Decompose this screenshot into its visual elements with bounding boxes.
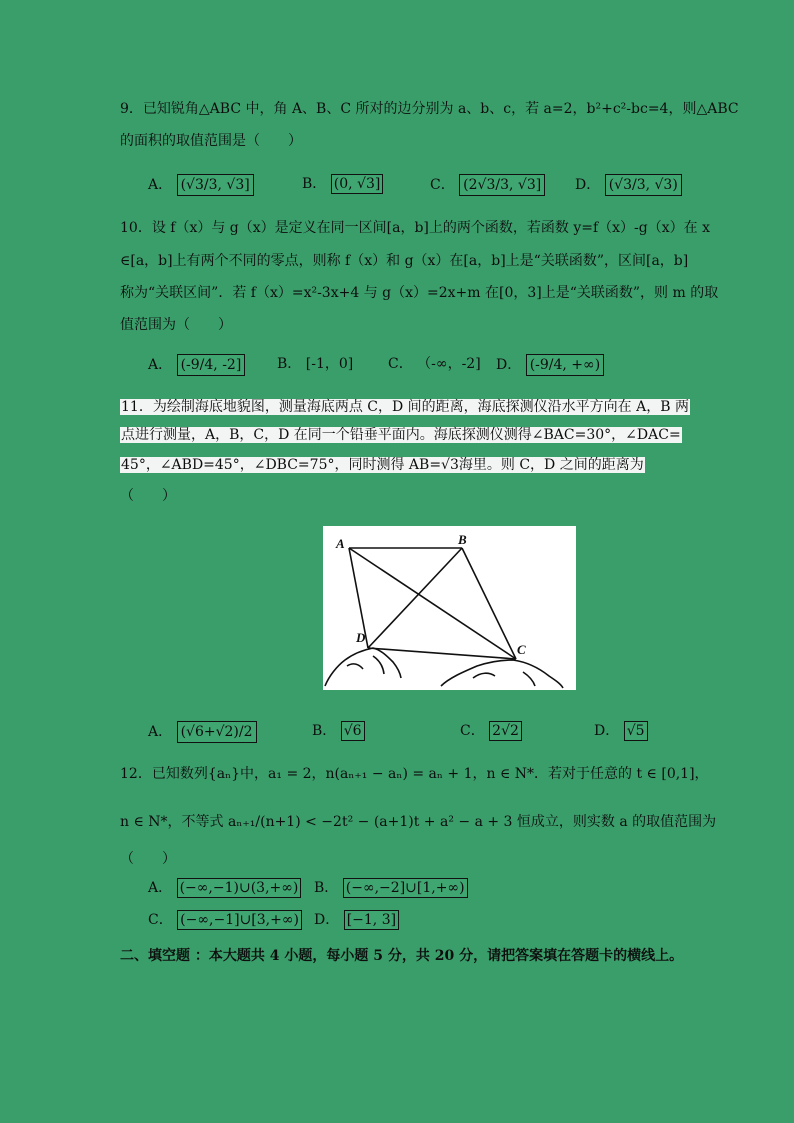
- q10-option-c-text: （-∞，-2]: [417, 356, 481, 372]
- q11-stem-line2: 点进行测量，A，B，C，D 在同一个铅垂平面内。海底探测仪测得∠BAC=30°，∠DAC=: [121, 427, 681, 443]
- q12-stem-line1: 12．已知数列{aₙ}中，a₁ = 2，n(aₙ₊₁ − aₙ) = aₙ + 1，n ∈ N*．若对于任意的 t ∈ [0,1]，: [120, 766, 709, 782]
- q9-stem-line1: 9．已知锐角△ABC 中，角 A、B、C 所对的边分别为 a、b、c，若 a=2，b²+c²-bc=4，则△ABC: [120, 101, 739, 117]
- q12-option-a: A． (−∞,−1)∪(3,+∞): [148, 878, 301, 898]
- point-label-b: B: [458, 532, 467, 547]
- q10-option-b-text: [-1，0]: [305, 356, 354, 372]
- q10-option-b: B． [-1，0]: [277, 356, 354, 372]
- q12-option-d: D． [−1, 3]: [314, 910, 399, 930]
- point-label-a: A: [336, 536, 345, 551]
- rock-left: [325, 648, 401, 686]
- rock-right: [441, 660, 563, 688]
- q10-option-a-formula: (-9/4, -2]: [177, 354, 246, 376]
- q11-figure: [323, 526, 576, 690]
- q9-option-b: B． (0, √3]: [302, 174, 383, 194]
- q10-stem-line1: 10．设 f（x）与 g（x）是定义在同一区间[a，b]上的两个函数，若函数 y=f（x）-g（x）在 x: [120, 220, 710, 236]
- q9-option-b-formula: (0, √3]: [331, 174, 384, 194]
- q12-option-a-formula: (−∞,−1)∪(3,+∞): [177, 878, 302, 898]
- q11-option-d-formula: √5: [624, 721, 648, 741]
- q11-stem-line4: （ ）: [120, 488, 176, 504]
- q10-stem-line4: 值范围为（ ）: [120, 317, 232, 333]
- q11-option-b: B． √6: [312, 721, 365, 741]
- section2-heading: 二、填空题 ：本大题共 4 小题，每小题 5 分，共 20 分，请把答案填在答题卡的横线上。: [120, 948, 684, 964]
- q10-stem-line2: ∈[a，b]上有两个不同的零点，则称 f（x）和 g（x）在[a，b]上是“关联函数”，区间[a，b]: [120, 253, 689, 269]
- q12-option-c-formula: (−∞,−1]∪[3,+∞): [177, 910, 302, 930]
- segment-dc: [368, 648, 516, 659]
- segment-bd: [368, 548, 462, 648]
- q9-option-d: D． (√3/3, √3): [575, 174, 682, 196]
- q11-option-c: C． 2√2: [460, 721, 522, 741]
- q9-option-a-formula: (√3/3, √3]: [177, 174, 254, 196]
- q12-option-b: B． (−∞,−2]∪[1,+∞): [314, 878, 468, 898]
- q11-stem-line3: 45°，∠ABD=45°，∠DBC=75°，同时测得 AB=√3海里。则 C，D 之间的距离为: [121, 457, 644, 473]
- q10-option-c: C． （-∞，-2]: [388, 356, 481, 372]
- q12-stem-line3: （ ）: [120, 851, 176, 867]
- point-label-d: D: [356, 630, 366, 645]
- q10-option-d: D． (-9/4, +∞): [496, 354, 604, 376]
- q11-option-c-formula: 2√2: [489, 721, 522, 741]
- q11-option-b-formula: √6: [341, 721, 365, 741]
- q9-option-a: A． (√3/3, √3]: [148, 174, 254, 196]
- q10-stem-line3: 称为“关联区间”．若 f（x）=x²-3x+4 与 g（x）=2x+m 在[0，3]上是“关联函数”，则 m 的取: [120, 285, 719, 301]
- q11-stem-line1: 11．为绘制海底地貌图，测量海底两点 C，D 间的距离，海底探测仪沿水平方向在 A，B 两: [121, 399, 689, 415]
- rock-right-detail: [473, 672, 535, 686]
- q12-stem-line2: n ∈ N*，不等式 aₙ₊₁/(n+1) < −2t² − (a+1)t + a² − a + 3 恒成立，则实数 a 的取值范围为: [120, 814, 717, 830]
- rock-left-detail: [347, 656, 384, 674]
- q12-option-c: C． (−∞,−1]∪[3,+∞): [148, 910, 302, 930]
- q9-stem-line2: 的面积的取值范围是（ ）: [120, 133, 302, 149]
- q9-option-c: C． (2√3/3, √3]: [430, 174, 545, 196]
- q9-option-d-formula: (√3/3, √3): [605, 174, 682, 196]
- q9-option-c-formula: (2√3/3, √3]: [459, 174, 545, 196]
- q11-diagram: [323, 526, 576, 690]
- q10-option-d-formula: (-9/4, +∞): [526, 354, 604, 376]
- q11-option-d: D． √5: [594, 721, 648, 741]
- q11-option-a-formula: (√6+√2)/2: [177, 721, 257, 743]
- q12-option-d-formula: [−1, 3]: [344, 910, 399, 930]
- q10-option-a: A． (-9/4, -2]: [148, 354, 245, 376]
- point-label-c: C: [517, 642, 526, 657]
- segment-bc: [462, 548, 516, 659]
- q12-option-b-formula: (−∞,−2]∪[1,+∞): [343, 878, 468, 898]
- q11-option-a: A． (√6+√2)/2: [148, 721, 257, 743]
